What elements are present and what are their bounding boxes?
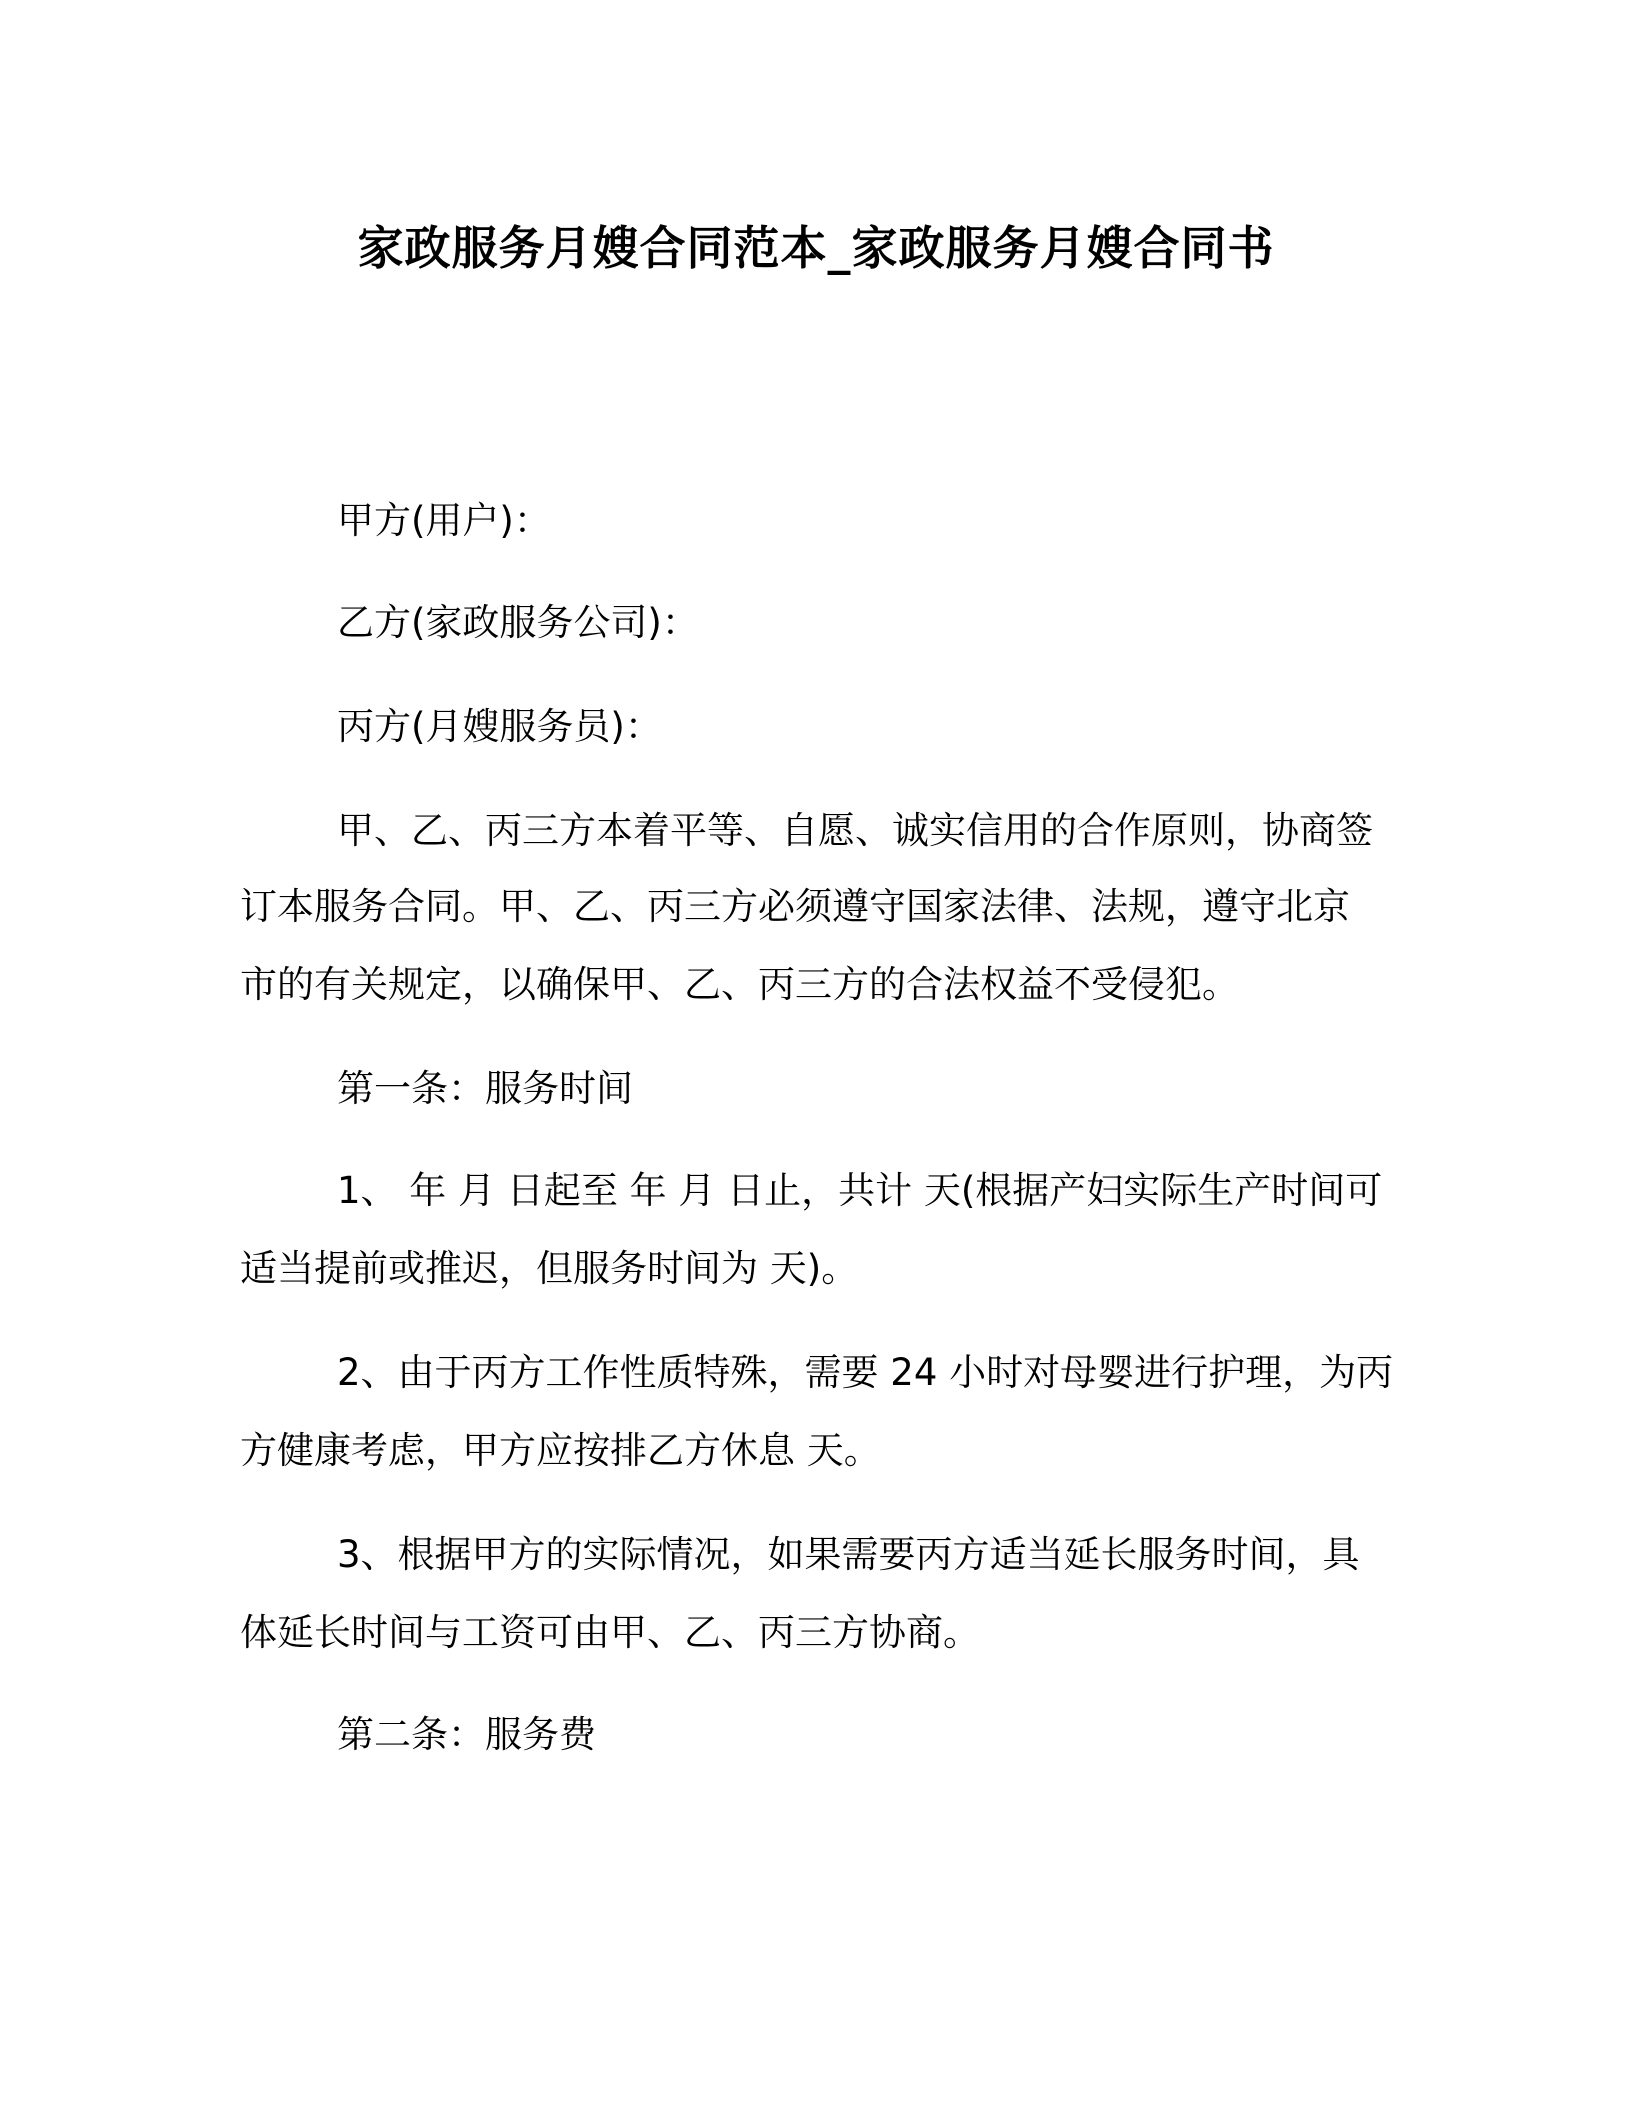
- article-2-heading: 第二条：服务费: [337, 1713, 596, 1756]
- article-1-item-3-line-1: 3、根据甲方的实际情况，如果需要丙方适当延长服务时间，具: [337, 1533, 1360, 1576]
- document-title: 家政服务月嫂合同范本_家政服务月嫂合同书: [357, 221, 1275, 275]
- intro-line-2: 订本服务合同。甲、乙、丙三方必须遵守国家法律、法规，遵守北京: [240, 885, 1350, 928]
- article-1-item-2-line-1: 2、由于丙方工作性质特殊，需要 24 小时对母婴进行护理，为丙: [337, 1351, 1394, 1394]
- article-1-heading: 第一条：服务时间: [337, 1067, 633, 1110]
- article-1-item-3-line-2: 体延长时间与工资可由甲、乙、丙三方协商。: [240, 1611, 980, 1654]
- intro-line-3: 市的有关规定，以确保甲、乙、丙三方的合法权益不受侵犯。: [240, 963, 1239, 1006]
- article-1-item-1-line-2: 适当提前或推迟，但服务时间为 天)。: [240, 1247, 859, 1290]
- party-a-line: 甲方(用户)：: [337, 499, 551, 542]
- article-1-item-2-line-2: 方健康考虑，甲方应按排乙方休息 天。: [240, 1429, 881, 1472]
- article-1-item-1-line-1: 1、 年 月 日起至 年 月 日止，共计 天(根据产妇实际生产时间可: [337, 1169, 1383, 1212]
- intro-line-1: 甲、乙、丙三方本着平等、自愿、诚实信用的合作原则，协商签: [337, 809, 1373, 852]
- party-c-line: 丙方(月嫂服务员)：: [337, 705, 662, 748]
- party-b-line: 乙方(家政服务公司)：: [337, 601, 699, 644]
